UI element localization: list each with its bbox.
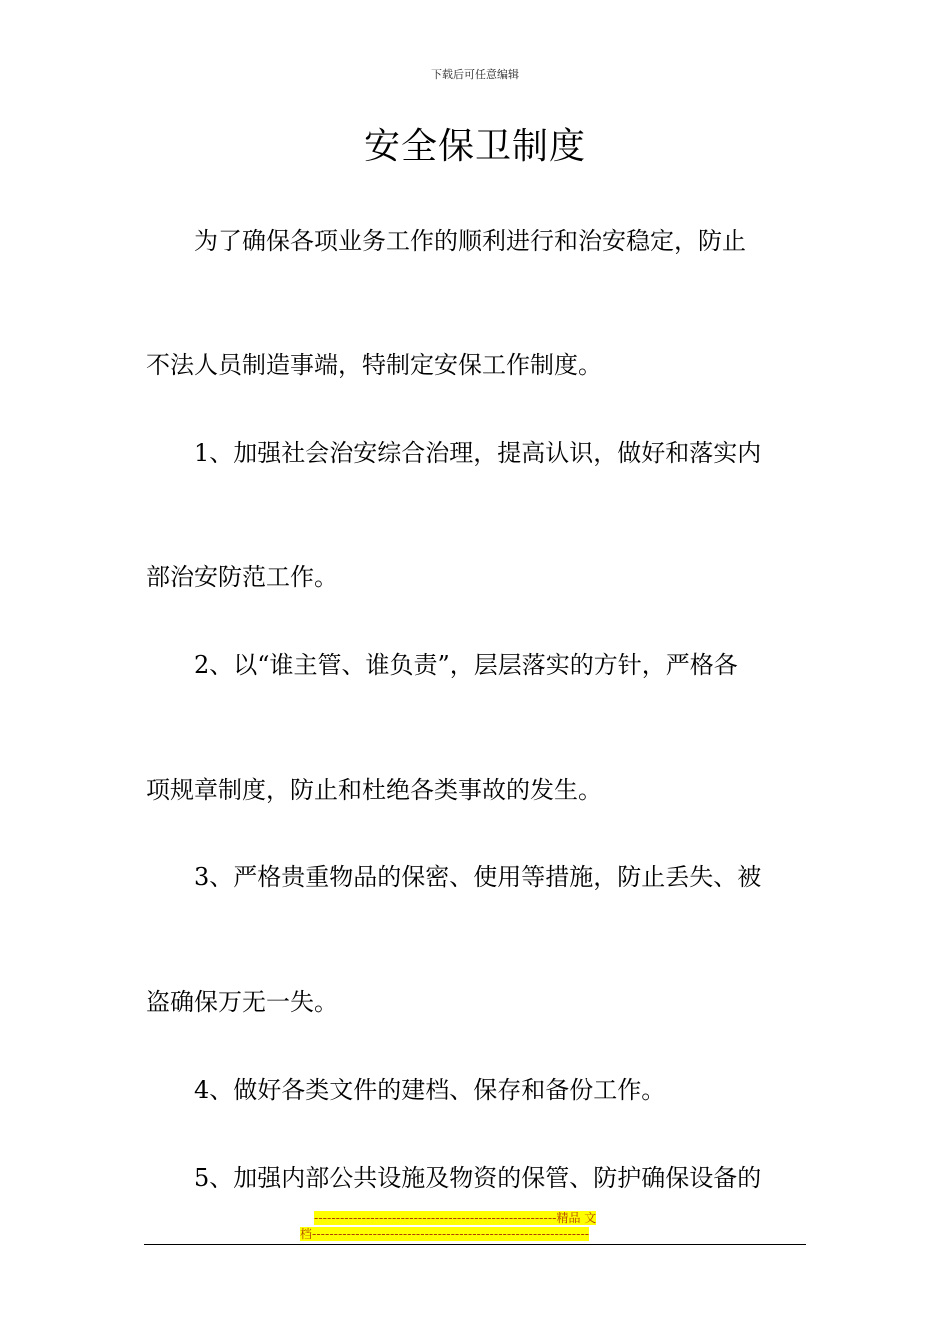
footer-line-1-text: --------------------------------------------------------精品 文: [314, 1211, 597, 1225]
item-5-line-1: 5、加强内部公共设施及物资的保管、防护确保设备的: [194, 1164, 762, 1192]
item-2-line-2: 项规章制度，防止和杜绝各类事故的发生。: [146, 776, 602, 804]
footer-line-1: [300, 1210, 650, 1226]
header-note: 下载后可任意编辑: [431, 68, 519, 81]
item-4-line-1: 4、做好各类文件的建档、保存和备份工作。: [194, 1076, 666, 1104]
paragraph-intro-line-1: 为了确保各项业务工作的顺利进行和治安稳定，防止: [194, 227, 746, 255]
item-2-line-1: 2、以“谁主管、谁负责”，层层落实的方针，严格各: [194, 651, 738, 679]
document-title: 安全保卫制度: [363, 126, 586, 167]
item-1-line-1: 1、加强社会治安综合治理，提高认识，做好和落实内: [194, 439, 762, 467]
item-3-line-1: 3、严格贵重物品的保密、使用等措施，防止丢失、被: [194, 863, 762, 891]
footer-watermark: [300, 1210, 650, 1242]
footer-line-2: [300, 1226, 650, 1242]
item-3-line-2: 盗确保万无一失。: [146, 988, 338, 1016]
item-1-line-2: 部治安防范工作。: [146, 563, 338, 591]
footer-line-2-text: 档----------------------------------------------------------------: [300, 1227, 590, 1241]
footer-divider: [144, 1244, 806, 1245]
paragraph-intro-line-2: 不法人员制造事端，特制定安保工作制度。: [146, 351, 602, 379]
